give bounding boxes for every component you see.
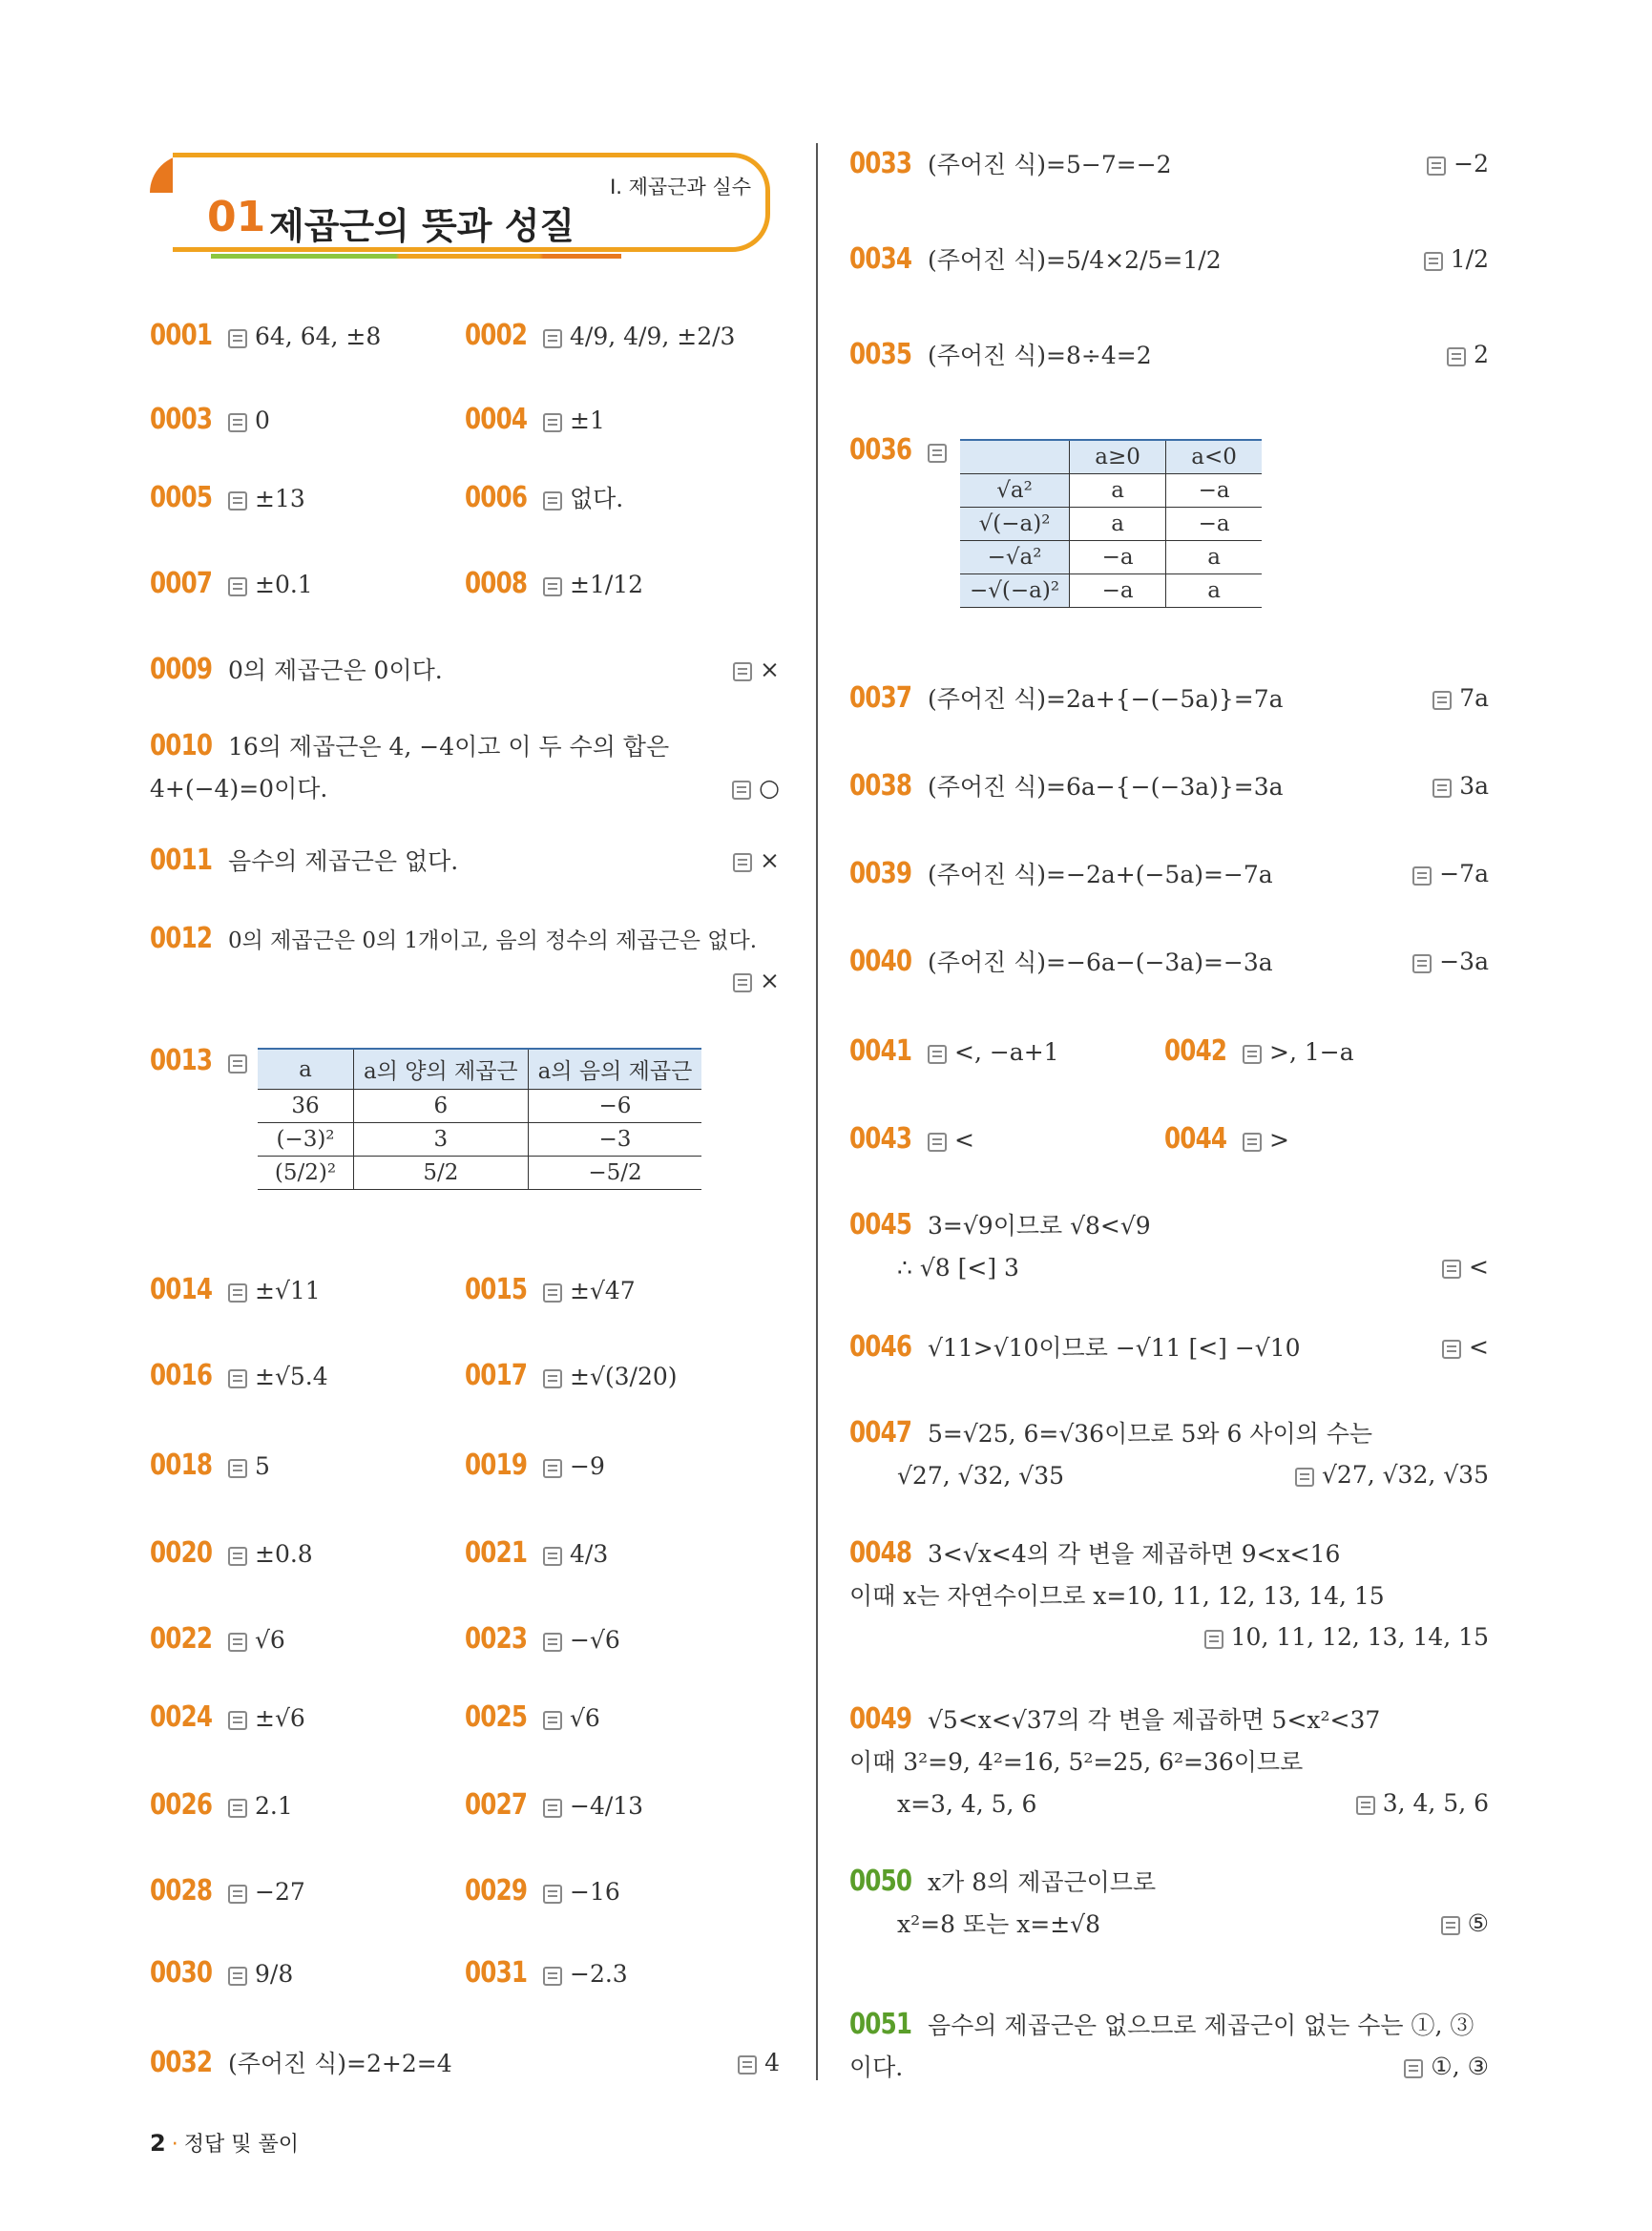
table-cell: 3 [354,1123,529,1157]
answer-value: 9/8 [255,1960,294,1988]
table-cell: −a [1070,541,1166,574]
answer-icon [928,1133,947,1152]
chapter-label: Ⅰ. 제곱근과 실수 [610,176,751,198]
problem-number: 0036 [849,433,912,467]
answer-icon [543,491,562,511]
table-cell: −√(−a)² [960,574,1070,608]
problem-number: 0031 [465,1956,528,1990]
answer-icon [543,1459,562,1478]
answer-icon [543,1799,562,1818]
solution-line-3: x=3, 4, 5, 6 [897,1790,1037,1818]
problem-0007 [150,563,313,606]
problem-number: 0042 [1164,1034,1227,1068]
solution-text: 0의 제곱근은 0이다. [228,657,443,684]
table-cell: (−3)² [258,1123,354,1157]
answer-icon [228,1054,247,1074]
answer-icon [1427,156,1446,176]
answer-value: −√6 [570,1626,620,1654]
problem-0001 [150,315,381,358]
problem-number: 0016 [150,1359,213,1392]
answer: < [1442,1326,1489,1368]
problem-number: 0044 [1164,1122,1227,1156]
problem-0027 [465,1784,643,1827]
solution-line-2: 이다. [849,2054,904,2081]
problem-number: 0040 [849,945,912,978]
problem-0031 [465,1952,628,1995]
answer [1432,678,1489,719]
left-column [150,143,780,2090]
answer-value: 4/3 [570,1540,609,1568]
page-footer: 2 · 정답 및 풀이 [150,2130,299,2157]
solution-text: (주어진 식)=8÷4=2 [928,342,1152,369]
answer-value: −4/13 [570,1792,644,1820]
problem-0008 [465,563,643,606]
answer [1412,941,1489,983]
answer [1424,239,1489,281]
section-header [150,149,780,260]
table-row [960,474,1262,508]
answer-value: −3a [1439,948,1489,975]
answer: × [733,649,780,691]
problem-number: 0029 [465,1874,528,1908]
answer-value: 7a [1459,684,1489,712]
table-cell: 6 [354,1090,529,1123]
answer-icon [732,781,751,800]
problem-0047 [849,1412,1489,1497]
problem-0005 [150,477,305,520]
answer-icon [228,1633,247,1652]
problem-0042 [1164,1031,1354,1074]
problem-0037 [849,678,1489,720]
solution-line-1: 3<√x<4의 각 변을 제곱하면 9<x<16 [928,1540,1341,1568]
answer-icon [1447,347,1466,366]
solution-line-2: √27, √32, √35 [897,1462,1065,1490]
solution-text: (주어진 식)=5−7=−2 [928,151,1172,178]
answer-icon [228,1885,247,1904]
problem-0035 [849,334,1489,377]
solution-text-2: 4+(−4)=0이다. [150,775,328,803]
answer-icon [1404,2059,1423,2078]
problem-number: 0002 [465,319,528,352]
problem-0019 [465,1445,605,1488]
answer-icon [1356,1796,1375,1815]
problem-0025 [465,1697,600,1740]
answer-value: ±13 [255,485,305,512]
problem-0038 [849,765,1489,808]
answer-icon [543,329,562,348]
problem-number: 0038 [849,769,912,803]
answer-value: ±√6 [255,1704,305,1732]
solution-text: 16의 제곱근은 4, −4이고 이 두 수의 합은 [228,733,670,761]
problem-number: 0051 [849,2008,912,2041]
answer-icon [228,491,247,511]
solution-text: (주어진 식)=−6a−(−3a)=−3a [928,949,1273,976]
problem-number: 0024 [150,1700,213,1734]
table-header-cell: a의 양의 제곱근 [354,1049,529,1090]
problem-number: 0001 [150,319,213,352]
answer-value: 1/2 [1450,245,1489,273]
answer-value: 2 [1474,341,1489,368]
problem-0046 [849,1326,1489,1369]
table-cell: 5/2 [354,1157,529,1190]
answer-value: −2 [1453,150,1489,177]
problem-number: 0030 [150,1956,213,1990]
solution-line-1: x가 8의 제곱근이므로 [928,1868,1157,1896]
answer-value: ±√11 [255,1277,321,1304]
answer-icon [733,662,752,681]
answer: 10, 11, 12, 13, 14, 15 [1204,1616,1489,1658]
answer [1447,334,1489,376]
table-cell: −a [1070,574,1166,608]
answer-icon [228,1459,247,1478]
section-title: 제곱근의 뜻과 성질 [269,205,575,247]
solution-line-1: 3=√9이므로 √8<√9 [928,1212,1151,1240]
answer-icon [1243,1133,1262,1152]
answer-value: < [954,1126,974,1154]
table-cell: −a [1166,508,1263,541]
answer [1427,143,1489,185]
solution-line-1: 5=√25, 6=√36이므로 5와 6 사이의 수는 [928,1420,1373,1448]
table-cell: −3 [528,1123,701,1157]
right-column [849,143,1489,2090]
answer-value: ±0.8 [255,1540,313,1568]
table-cell: −6 [528,1090,701,1123]
answer-icon [1442,1260,1461,1279]
answer-icon [733,853,752,872]
table-row [960,574,1262,608]
solution-line-2: 이때 x는 자연수이므로 x=10, 11, 12, 13, 14, 15 [849,1582,1385,1610]
answer-icon [543,1547,562,1566]
problem-number: 0006 [465,481,528,514]
problem-number: 0022 [150,1622,213,1656]
problem-0006 [465,477,623,520]
answer: < [1442,1246,1489,1288]
problem-number: 0034 [849,242,912,276]
solution-text: (주어진 식)=−2a+(−5a)=−7a [928,861,1273,888]
answer-value: ±0.1 [255,571,313,598]
problem-0004 [465,399,605,442]
problem-0044 [1164,1118,1289,1161]
table-cell: √a² [960,474,1070,508]
answer-icon [228,1547,247,1566]
table-header-cell: a의 음의 제곱근 [528,1049,701,1090]
problem-number: 0007 [150,567,213,600]
table-cell: −a [1166,474,1263,508]
problem-0018 [150,1445,270,1488]
solution-text: 0의 제곱근은 0의 1개이고, 음의 정수의 제곱근은 없다. [228,928,758,953]
answer-icon [928,1045,947,1064]
answer-icon [1432,691,1452,710]
table-cell: a [1070,474,1166,508]
answer-value: 5 [255,1452,270,1480]
answer-value: −2.3 [570,1960,628,1988]
solution-line-1: √5<x<√37의 각 변을 제곱하면 5<x²<37 [928,1706,1381,1734]
problem-number: 0049 [849,1702,912,1736]
page-number: 2 [150,2130,166,2157]
problem-number: 0041 [849,1034,912,1068]
answer-value: <, −a+1 [954,1038,1059,1066]
table-cell: 36 [258,1090,354,1123]
answer: × [733,840,780,882]
problem-0014 [150,1269,321,1312]
problem-number: 0018 [150,1449,213,1482]
answer-value: 없다. [570,485,624,512]
table-cell: √(−a)² [960,508,1070,541]
problem-0030 [150,1952,293,1995]
problem-number: 0004 [465,403,528,436]
answer-value: ±1/12 [570,571,644,598]
problem-0048 [849,1533,1489,1651]
answer-icon [1442,1340,1461,1359]
answer-value: ±√(3/20) [570,1363,678,1390]
problem-0022 [150,1618,285,1661]
answer-icon [228,1967,247,1986]
answer-value: √6 [255,1626,285,1654]
answer-icon [738,2055,757,2075]
problem-0034 [849,239,1489,281]
problem-number: 0025 [465,1700,528,1734]
answer-value: √6 [570,1704,600,1732]
table-header-row [258,1049,701,1090]
answer-icon [228,329,247,348]
solution-line-2: ∴ √8 [<] 3 [897,1254,1019,1282]
answer-value: 4/9, 4/9, ±2/3 [570,323,736,350]
problem-number: 0032 [150,2046,213,2079]
table-0036 [960,439,1262,608]
problem-number: 0046 [849,1330,912,1364]
answer-icon [543,1967,562,1986]
answer-icon [1412,954,1432,973]
header-underline [211,254,621,259]
answer: ①, ③ [1404,2046,1489,2088]
problem-0041 [849,1031,1059,1074]
answer-value: > [1269,1126,1289,1154]
footer-label: 정답 및 풀이 [183,2133,299,2157]
problem-number: 0048 [849,1536,912,1570]
answer-icon [228,577,247,596]
problem-number: 0010 [150,729,213,762]
table-0013 [258,1048,701,1190]
problem-0049 [849,1699,1489,1825]
problem-0003 [150,399,270,442]
problem-number: 0013 [150,1044,213,1077]
answer-value: −9 [570,1452,605,1480]
answer: ○ [732,767,780,809]
problem-number: 0008 [465,567,528,600]
answer-icon [543,413,562,432]
answer-icon [1295,1468,1314,1487]
problem-0017 [465,1355,678,1398]
problem-0050 [849,1861,1489,1946]
problem-0016 [150,1355,328,1398]
problem-0020 [150,1533,313,1575]
problem-number: 0027 [465,1788,528,1822]
answer-value: ±√5.4 [255,1363,328,1390]
answer-icon [228,413,247,432]
answer-value: 0 [255,407,270,434]
answer-icon [543,1885,562,1904]
problem-0015 [465,1269,636,1312]
problem-0023 [465,1618,620,1661]
solution-line-1: 음수의 제곱근은 없으므로 제곱근이 없는 수는 ①, ③ [928,2012,1474,2039]
solution-text: (주어진 식)=2+2=4 [228,2050,452,2077]
table-header-cell: a≥0 [1070,440,1166,474]
answer: 3, 4, 5, 6 [1356,1783,1489,1824]
problem-number: 0028 [150,1874,213,1908]
answer-icon [928,444,947,463]
solution-text: (주어진 식)=5/4×2/5=1/2 [928,246,1222,274]
problem-0028 [150,1870,305,1913]
answer-value: −16 [570,1878,620,1906]
problem-0026 [150,1784,293,1827]
problem-number: 0037 [849,681,912,715]
solution-line-2: x²=8 또는 x=±√8 [897,1910,1100,1938]
answer-icon [543,1711,562,1730]
answer-icon [1424,252,1443,271]
table-row [960,541,1262,574]
table-row [258,1123,701,1157]
table-header-cell: a<0 [1166,440,1263,474]
problem-0032 [150,2042,780,2085]
answer-icon [1432,779,1452,798]
answer-value: −27 [255,1878,305,1906]
answer-icon [543,1633,562,1652]
answer-icon [1204,1630,1223,1649]
answer [1432,765,1489,807]
table-cell: −5/2 [528,1157,701,1190]
table-row [258,1157,701,1190]
answer-value: 3a [1459,772,1489,800]
problem-number: 0014 [150,1273,213,1306]
problem-number: 0017 [465,1359,528,1392]
column-divider [816,143,818,2080]
answer-icon [733,973,752,992]
solution-line-1: √11>√10이므로 −√11 [<] −√10 [928,1334,1301,1362]
table-row [960,508,1262,541]
answer-value: ±√47 [570,1277,636,1304]
problem-0010 [150,725,780,810]
answer-icon [228,1711,247,1730]
table-header-cell [960,440,1070,474]
problem-number: 0003 [150,403,213,436]
answer: ⑤ [1441,1903,1489,1945]
solution-text: (주어진 식)=2a+{−(−5a)}=7a [928,685,1284,713]
answer [1412,853,1489,895]
problem-number: 0009 [150,653,213,686]
problem-0009 [150,649,780,692]
problem-number: 0012 [150,922,213,955]
answer: √27, √32, √35 [1295,1454,1489,1496]
problem-number: 0033 [849,147,912,180]
problem-0002 [465,315,735,358]
problem-number: 0043 [849,1122,912,1156]
problem-number: 0047 [849,1416,912,1449]
problem-number: 0019 [465,1449,528,1482]
table-header-cell: a [258,1049,354,1090]
table-row [258,1090,701,1123]
problem-0013 [150,1040,255,1083]
problem-number: 0021 [465,1536,528,1570]
problem-0012 [150,918,780,994]
problem-number: 0039 [849,857,912,890]
table-cell: −√a² [960,541,1070,574]
answer-icon [543,1283,562,1303]
answer-value: −7a [1439,860,1489,887]
answer-icon [543,1369,562,1388]
problem-number: 0005 [150,481,213,514]
table-cell: a [1166,574,1263,608]
problem-0033 [849,143,1489,186]
answer-icon [1412,866,1432,886]
problem-0039 [849,853,1489,896]
answer-value: 64, 64, ±8 [255,323,382,350]
problem-0011 [150,840,780,883]
problem-number: 0035 [849,338,912,371]
answer-value: ±1 [570,407,605,434]
problem-number: 0015 [465,1273,528,1306]
problem-0036 [849,429,954,472]
answer-icon [543,577,562,596]
answer-icon [1243,1045,1262,1064]
problem-0024 [150,1697,305,1740]
answer: × [733,960,780,1002]
table-cell: (5/2)² [258,1157,354,1190]
table-cell: a [1166,541,1263,574]
section-number: 01 [207,193,266,241]
problem-0021 [465,1533,608,1575]
answer-icon [228,1283,247,1303]
problem-0043 [849,1118,974,1161]
problem-number: 0045 [849,1208,912,1241]
table-header-row [960,440,1262,474]
problem-number: 0050 [849,1865,912,1898]
answer-value: >, 1−a [1269,1038,1354,1066]
problem-0040 [849,941,1489,984]
problem-number: 0026 [150,1788,213,1822]
solution-line-2: 이때 3²=9, 4²=16, 5²=25, 6²=36이므로 [849,1748,1304,1776]
problem-0045 [849,1204,1489,1289]
problem-number: 0023 [465,1622,528,1656]
answer: 4 [738,2042,780,2084]
answer-icon [228,1369,247,1388]
answer-icon [1441,1916,1460,1935]
problem-number: 0020 [150,1536,213,1570]
answer-value: 2.1 [255,1792,293,1820]
table-cell: a [1070,508,1166,541]
problem-0029 [465,1870,620,1913]
answer-icon [228,1799,247,1818]
solution-text: 음수의 제곱근은 없다. [228,847,459,875]
solution-text: (주어진 식)=6a−{−(−3a)}=3a [928,773,1284,801]
problem-0051 [849,2004,1489,2089]
problem-number: 0011 [150,844,213,877]
